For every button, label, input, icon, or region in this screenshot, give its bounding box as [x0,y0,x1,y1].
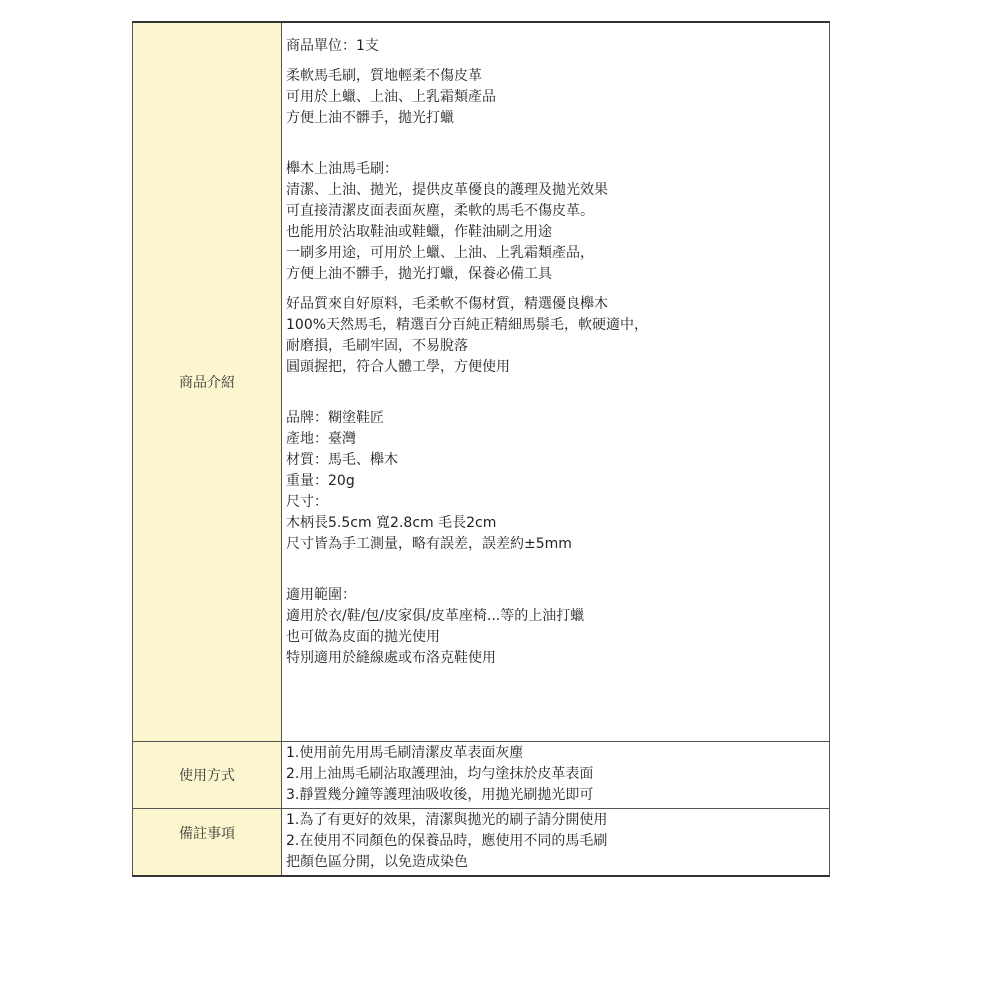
usage-label-cell [133,742,282,809]
intro-row [133,22,830,742]
scope-line: 適用於衣/鞋/包/皮家俱/皮革座椅...等的上油打蠟 [286,608,585,624]
notes-row [133,809,830,877]
intro-p3-line: 好品質來自好原料，毛柔軟不傷材質，精選優良櫸木 [286,296,608,312]
intro-p2-line: 一刷多用途，可用於上蠟、上油、上乳霜類產品， [286,245,594,261]
notes-label-cell [133,809,282,877]
spec-line-brand: 品牌：糊塗鞋匠 [286,410,384,426]
spec-line-tolerance: 尺寸皆為手工測量，略有誤差，誤差約±5mm [286,536,572,552]
intro-label-cell [133,22,282,742]
spec-line-size: 木柄長5.5cm 寬2.8cm 毛長2cm [286,515,497,531]
notes-content-cell [282,809,830,877]
intro-p2-line: 也能用於沾取鞋油或鞋蠟，作鞋油刷之用途 [286,224,552,240]
intro-p2-line: 可直接清潔皮面表面灰塵，柔軟的馬毛不傷皮革。 [286,203,594,219]
scope-line: 特別適用於縫線處或布洛克鞋使用 [286,650,496,666]
intro-p1-line: 柔軟馬毛刷，質地輕柔不傷皮革 [286,68,482,84]
intro-p2-line: 清潔、上油、拋光，提供皮革優良的護理及拋光效果 [286,182,608,198]
note-line: 2.在使用不同顏色的保養品時，應使用不同的馬毛刷 [286,833,608,849]
usage-content-cell [282,742,830,809]
intro-content-cell [282,22,830,742]
intro-p1-line: 方便上油不髒手，拋光打蠟 [286,110,454,126]
scope-line: 適用範圍： [286,587,356,603]
spec-line-origin: 產地：臺灣 [286,431,356,447]
spec-line-weight: 重量：20g [286,473,355,489]
note-line: 1.為了有更好的效果，清潔與拋光的刷子請分開使用 [286,812,608,828]
intro-p3-line: 圓頭握把，符合人體工學，方便使用 [286,359,510,375]
intro-p2-line: 櫸木上油馬毛刷： [286,161,398,177]
intro-label: 商品介紹 [179,375,235,391]
intro-p3-line: 耐磨損，毛刷牢固，不易脫落 [286,338,468,354]
note-line: 把顏色區分開，以免造成染色 [286,854,468,870]
usage-row [133,742,830,809]
notes-label: 備註事項 [179,826,235,842]
spec-line-material: 材質：馬毛、櫸木 [286,452,398,468]
usage-step: 2.用上油馬毛刷沾取護理油，均勻塗抹於皮革表面 [286,766,594,782]
usage-label: 使用方式 [179,768,235,784]
scope-line: 也可做為皮面的拋光使用 [286,629,440,645]
unit-line: 商品單位：1支 [286,38,379,54]
product-spec-table [132,21,830,877]
usage-step: 3.靜置幾分鐘等護理油吸收後，用拋光刷拋光即可 [286,787,594,803]
intro-p1-line: 可用於上蠟、上油、上乳霜類產品 [286,89,496,105]
intro-p3-line: 100%天然馬毛，精選百分百純正精細馬鬃毛，軟硬適中， [286,317,649,333]
usage-step: 1.使用前先用馬毛刷清潔皮革表面灰塵 [286,745,524,761]
intro-p2-line: 方便上油不髒手，拋光打蠟，保養必備工具 [286,266,552,282]
spec-line-size-title: 尺寸： [286,494,328,510]
